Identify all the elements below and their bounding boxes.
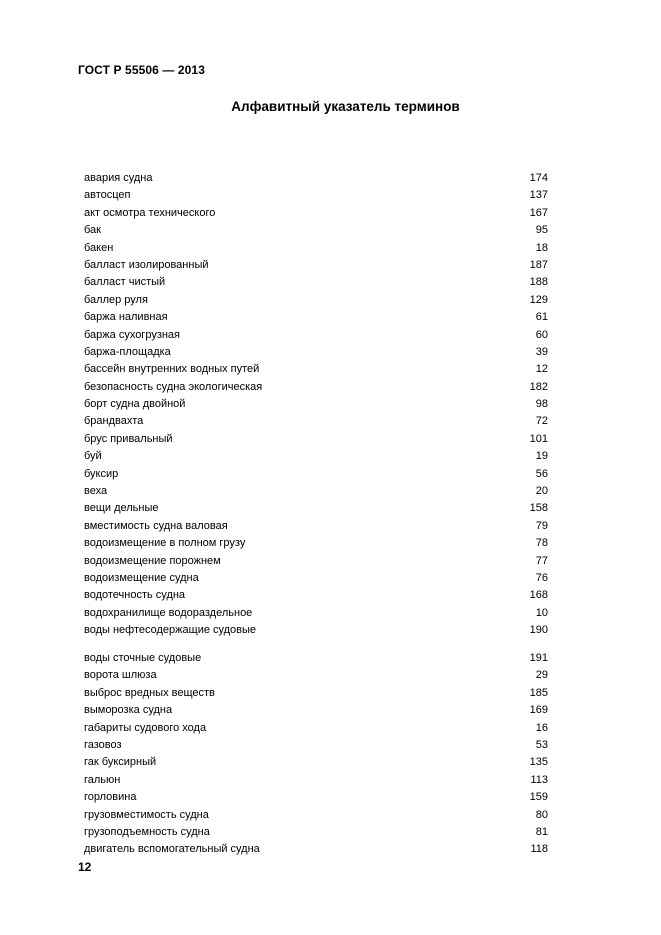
index-page-ref: 118	[530, 843, 548, 856]
index-page-ref: 18	[535, 241, 548, 254]
index-term: водоизмещение в полном грузу	[84, 537, 246, 550]
index-page-ref: 169	[529, 704, 548, 717]
index-term: борт судна двойной	[84, 398, 186, 411]
index-entry	[84, 466, 548, 483]
document-header: ГОСТ Р 55506 — 2013	[78, 63, 205, 77]
index-entry	[84, 379, 548, 396]
index-entry	[84, 535, 548, 552]
index-entry	[84, 309, 548, 326]
index-page-ref: 182	[529, 380, 548, 393]
index-term: грузоподъемность судна	[84, 825, 210, 838]
index-page-ref: 39	[535, 345, 548, 358]
index-term: брус привальный	[84, 432, 173, 445]
index-page-ref: 80	[535, 808, 548, 821]
index-page-ref: 98	[535, 398, 548, 411]
index-entry	[84, 570, 548, 587]
index-page-ref: 19	[535, 450, 548, 463]
index-page-ref: 16	[535, 721, 548, 734]
term-index-part-1	[84, 170, 548, 640]
index-term: брандвахта	[84, 415, 144, 428]
index-entry	[84, 396, 548, 413]
index-page-ref: 56	[535, 467, 548, 480]
index-term: бакен	[84, 241, 114, 254]
index-entry	[84, 702, 548, 719]
index-term: водотечность судна	[84, 589, 186, 602]
index-term: выморозка судна	[84, 704, 173, 717]
index-entry	[84, 187, 548, 204]
index-page-ref: 188	[529, 276, 548, 289]
index-entry	[84, 205, 548, 222]
index-term: вещи дельные	[84, 502, 159, 515]
index-term: водоизмещение судна	[84, 571, 199, 584]
index-term: веха	[84, 485, 108, 498]
index-entry	[84, 587, 548, 604]
index-entry	[84, 413, 548, 430]
index-entry	[84, 720, 548, 737]
index-page-ref: 174	[529, 172, 548, 184]
index-term: гак буксирный	[84, 756, 157, 769]
index-page-ref: 81	[535, 825, 548, 838]
index-entry	[84, 789, 548, 806]
index-term: газовоз	[84, 738, 122, 751]
index-entry	[84, 361, 548, 378]
index-page-ref: 101	[529, 432, 548, 445]
index-entry	[84, 170, 548, 187]
index-term: баржа наливная	[84, 311, 168, 324]
index-entry	[84, 605, 548, 622]
index-term: бак	[84, 224, 101, 237]
index-entry	[84, 274, 548, 291]
index-page-ref: 129	[529, 293, 548, 306]
index-term: автосцеп	[84, 189, 131, 202]
index-entry	[84, 431, 548, 448]
index-page-ref: 159	[529, 791, 548, 804]
index-term: буксир	[84, 467, 119, 480]
index-page-ref: 20	[535, 485, 548, 498]
index-page-ref: 77	[535, 554, 548, 567]
index-entry	[84, 257, 548, 274]
index-page-ref: 72	[535, 415, 548, 428]
index-term: акт осмотра технического	[84, 206, 216, 219]
index-term: водоизмещение порожнем	[84, 554, 221, 567]
index-entry	[84, 483, 548, 500]
index-page-ref: 10	[535, 606, 548, 619]
index-entry	[84, 772, 548, 789]
index-entry	[84, 518, 548, 535]
index-term: баллер руля	[84, 293, 148, 306]
term-index-part-2	[84, 650, 548, 859]
index-entry	[84, 754, 548, 771]
index-term: гальюн	[84, 773, 121, 786]
index-term: воды сточные судовые	[84, 652, 202, 664]
index-page-ref: 167	[529, 206, 548, 219]
index-term: водохранилище водораздельное	[84, 606, 253, 619]
index-term: выброс вредных веществ	[84, 686, 215, 699]
index-entry	[84, 553, 548, 570]
index-entry	[84, 650, 548, 667]
index-term: баржа сухогрузная	[84, 328, 181, 341]
index-entry	[84, 824, 548, 841]
index-entry	[84, 292, 548, 309]
index-page-ref: 61	[535, 311, 548, 324]
index-entry	[84, 448, 548, 465]
index-page-ref: 79	[535, 519, 548, 532]
index-term: воды нефтесодержащие судовые	[84, 624, 257, 637]
index-entry	[84, 240, 548, 257]
page-number: 12	[78, 860, 92, 874]
index-term: бассейн внутренних водных путей	[84, 363, 260, 376]
index-page-ref: 137	[529, 189, 548, 202]
index-page-ref: 113	[530, 773, 548, 786]
index-term: баржа-площадка	[84, 345, 171, 358]
index-entry	[84, 841, 548, 858]
index-entry	[84, 667, 548, 684]
index-term: горловина	[84, 791, 137, 804]
index-entry	[84, 737, 548, 754]
index-page-ref: 185	[529, 686, 548, 699]
index-entry	[84, 222, 548, 239]
index-entry	[84, 327, 548, 344]
index-term: балласт изолированный	[84, 258, 209, 271]
index-term: габариты судового хода	[84, 721, 207, 734]
index-entry	[84, 807, 548, 824]
index-page-ref: 187	[529, 258, 548, 271]
index-entry	[84, 500, 548, 517]
index-term: грузовместимость судна	[84, 808, 209, 821]
index-page-ref: 95	[535, 224, 548, 237]
index-entry	[84, 344, 548, 361]
page-title: Алфавитный указатель терминов	[231, 99, 460, 114]
index-term: авария судна	[84, 172, 153, 184]
index-page-ref: 53	[535, 738, 548, 751]
index-term: безопасность судна экологическая	[84, 380, 263, 393]
index-term: буй	[84, 450, 102, 463]
index-term: ворота шлюза	[84, 669, 157, 682]
index-page-ref: 158	[529, 502, 548, 515]
index-page-ref: 135	[529, 756, 548, 769]
index-page-ref: 168	[529, 589, 548, 602]
index-entry	[84, 622, 548, 639]
index-entry	[84, 685, 548, 702]
index-page-ref: 191	[529, 652, 548, 664]
index-term: двигатель вспомогательный судна	[84, 843, 260, 856]
index-page-ref: 76	[535, 571, 548, 584]
index-term: балласт чистый	[84, 276, 166, 289]
index-page-ref: 78	[535, 537, 548, 550]
index-page-ref: 12	[535, 363, 548, 376]
index-page-ref: 190	[529, 624, 548, 637]
index-term: вместимость судна валовая	[84, 519, 228, 532]
index-page-ref: 60	[535, 328, 548, 341]
index-page-ref: 29	[535, 669, 548, 682]
